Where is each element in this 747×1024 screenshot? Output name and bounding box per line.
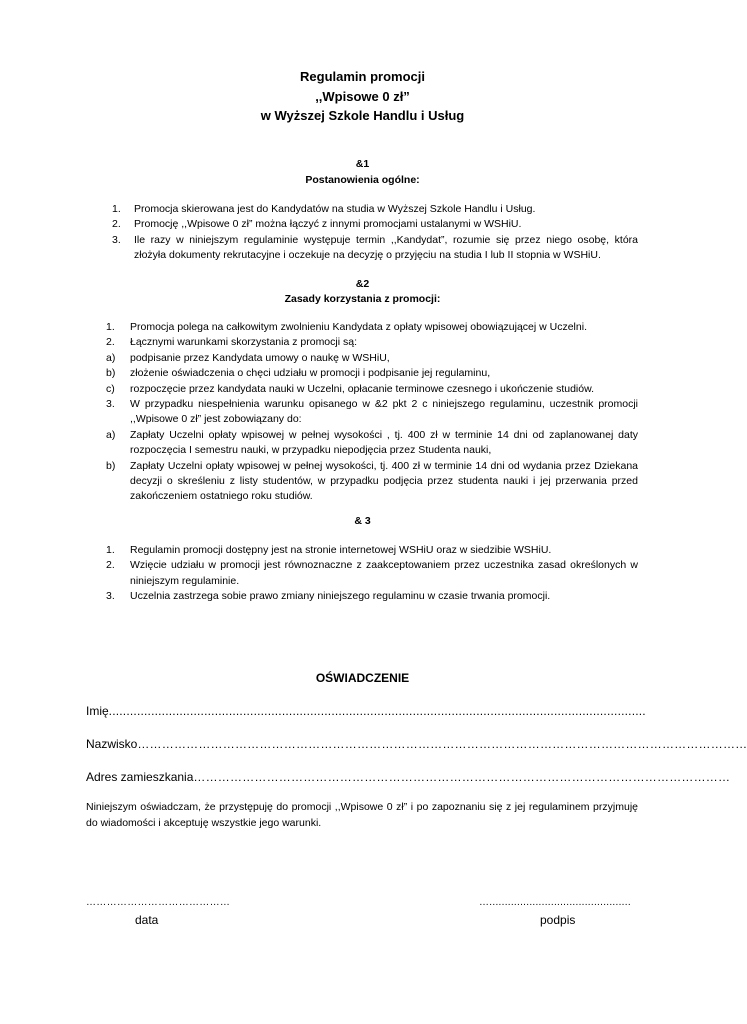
document-title-line-1: Regulamin promocji [300, 69, 425, 84]
list-item-marker: 1. [106, 321, 115, 333]
list-item-text: Regulamin promocji dostępny jest na stronie internetowej WSHiU oraz w siedzibie WSHiU. [130, 544, 552, 556]
section-3-number: & 3 [354, 515, 371, 527]
list-item-marker: 1. [106, 544, 115, 556]
list-item-text: Ile razy w niniejszym regulaminie występuje termin ,,Kandydat”, rozumie się przez niego osobę, która złożyła dokumenty rekrutacyjne i oczekuje na decyzję o przyjęciu na studia I lub II stopnia w WSHiU. [134, 233, 638, 262]
list-item [112, 202, 638, 217]
list-item [106, 558, 638, 589]
list-item-text: Zapłaty Uczelni opłaty wpisowej w pełnej wysokości, tj. 400 zł w terminie 14 dni od wydania przez Dziekana decyzji o skreśleniu z listy studentów, w przypadku podjęcia przez studenta nauki i jej przerwania przed zakończeniem ostatniego roku studiów. [130, 459, 638, 503]
list-item [106, 351, 638, 366]
section-2-list [106, 320, 638, 505]
list-item [106, 397, 638, 428]
list-item-marker: 2. [106, 559, 115, 572]
list-item-text: Zapłaty Uczelni opłaty wpisowej w pełnej wysokości , tj. 400 zł w terminie 14 dni od zaplanowanej daty rozpoczęcia I semestru nauki, w przypadku niepodjęcia przez Studenta nauki, [130, 428, 638, 457]
list-item [106, 459, 638, 505]
document-title-line-2: ,,Wpisowe 0 zł” [315, 89, 410, 104]
list-item-text: złożenie oświadczenia o chęci udziału w promocji i podpisanie jej regulaminu, [130, 367, 491, 380]
address-field[interactable] [86, 770, 731, 784]
list-item-text: Łącznymi warunkami skorzystania z promocji są: [130, 336, 357, 349]
list-item [112, 233, 638, 264]
list-item [106, 335, 638, 350]
list-item [106, 382, 638, 397]
document-title-line-3: w Wyższej Szkole Handlu i Usług [260, 108, 465, 123]
list-item-marker: 3. [112, 233, 121, 246]
list-item [106, 589, 638, 604]
list-item [106, 428, 638, 459]
section-1-number: &1 [355, 158, 370, 170]
list-item-marker: 3. [106, 398, 115, 411]
section-2-heading: Zasady korzystania z promocji: [284, 293, 441, 305]
signature-line: ….............................................. [479, 897, 631, 908]
list-item-marker: b) [106, 459, 116, 472]
date-label: data [135, 913, 159, 927]
list-item-marker: a) [106, 351, 116, 364]
first-name-field[interactable] [86, 704, 646, 718]
list-item-text: Promocja skierowana jest do Kandydatów na studia w Wyższej Szkole Handlu i Usług. [134, 203, 536, 215]
list-item-text: W przypadku niespełnienia warunku opisanego w &2 pkt 2 c niniejszego regulaminu, uczestnik promocji ,,Wpisowe 0 zł” jest zobowiązany do: [130, 398, 638, 426]
list-item-marker: b) [106, 367, 116, 380]
list-item-marker: a) [106, 428, 116, 441]
date-signature-line: …………………………………… [86, 897, 231, 908]
first-name-label: Imię [86, 704, 109, 718]
section-1-list [112, 202, 638, 264]
address-dotted-line: …………………………………………………………………………………………………………………… [193, 770, 731, 784]
address-label: Adres zamieszkania [86, 770, 194, 784]
section-1-heading: Postanowienia ogólne: [305, 174, 420, 186]
list-item-text: Wzięcie udziału w promocji jest równoznaczne z zaakceptowaniem przez uczestnika zasad określonych w niniejszym regulaminie. [130, 559, 638, 587]
list-item [106, 320, 638, 335]
first-name-dotted-line: ........................................................................................................................................................ [108, 704, 646, 718]
surname-label: Nazwisko [86, 737, 138, 751]
list-item-text: podpisanie przez Kandydata umowy o naukę w WSHiU, [130, 351, 390, 364]
list-item-marker: 2. [112, 218, 121, 231]
list-item [112, 217, 638, 232]
section-3-list [106, 543, 638, 605]
surname-field[interactable] [86, 737, 747, 751]
list-item-marker: 1. [112, 203, 121, 215]
list-item-text: rozpoczęcie przez kandydata nauki w Uczelni, opłacanie terminowe czesnego i ukończenie studiów. [130, 382, 595, 395]
section-2-number: &2 [355, 278, 370, 290]
list-item-marker: c) [106, 382, 115, 395]
list-item [106, 366, 638, 381]
list-item-marker: 3. [106, 590, 115, 603]
signature-label: podpis [540, 913, 576, 927]
list-item-marker: 2. [106, 336, 115, 349]
declaration-title: OŚWIADCZENIE [315, 671, 410, 685]
surname-dotted-line: …………………………………………………………………………………………………………………………………… [137, 737, 747, 751]
list-item-text: Uczelnia zastrzega sobie prawo zmiany niniejszego regulaminu w czasie trwania promocji. [130, 590, 551, 603]
declaration-statement: Niniejszym oświadczam, że przystępuję do promocji ,,Wpisowe 0 zł” i po zapoznaniu się z jej regulaminem przyjmuję do wiadomości i akceptuję wszystkie jego warunki. [86, 801, 638, 829]
list-item [106, 543, 638, 558]
list-item-text: Promocję ,,Wpisowe 0 zł” można łączyć z innymi promocjami ustalanymi w WSHiU. [134, 218, 522, 231]
list-item-text: Promocja polega na całkowitym zwolnieniu Kandydata z opłaty wpisowej obowiązującej w Uczelni. [130, 321, 587, 333]
